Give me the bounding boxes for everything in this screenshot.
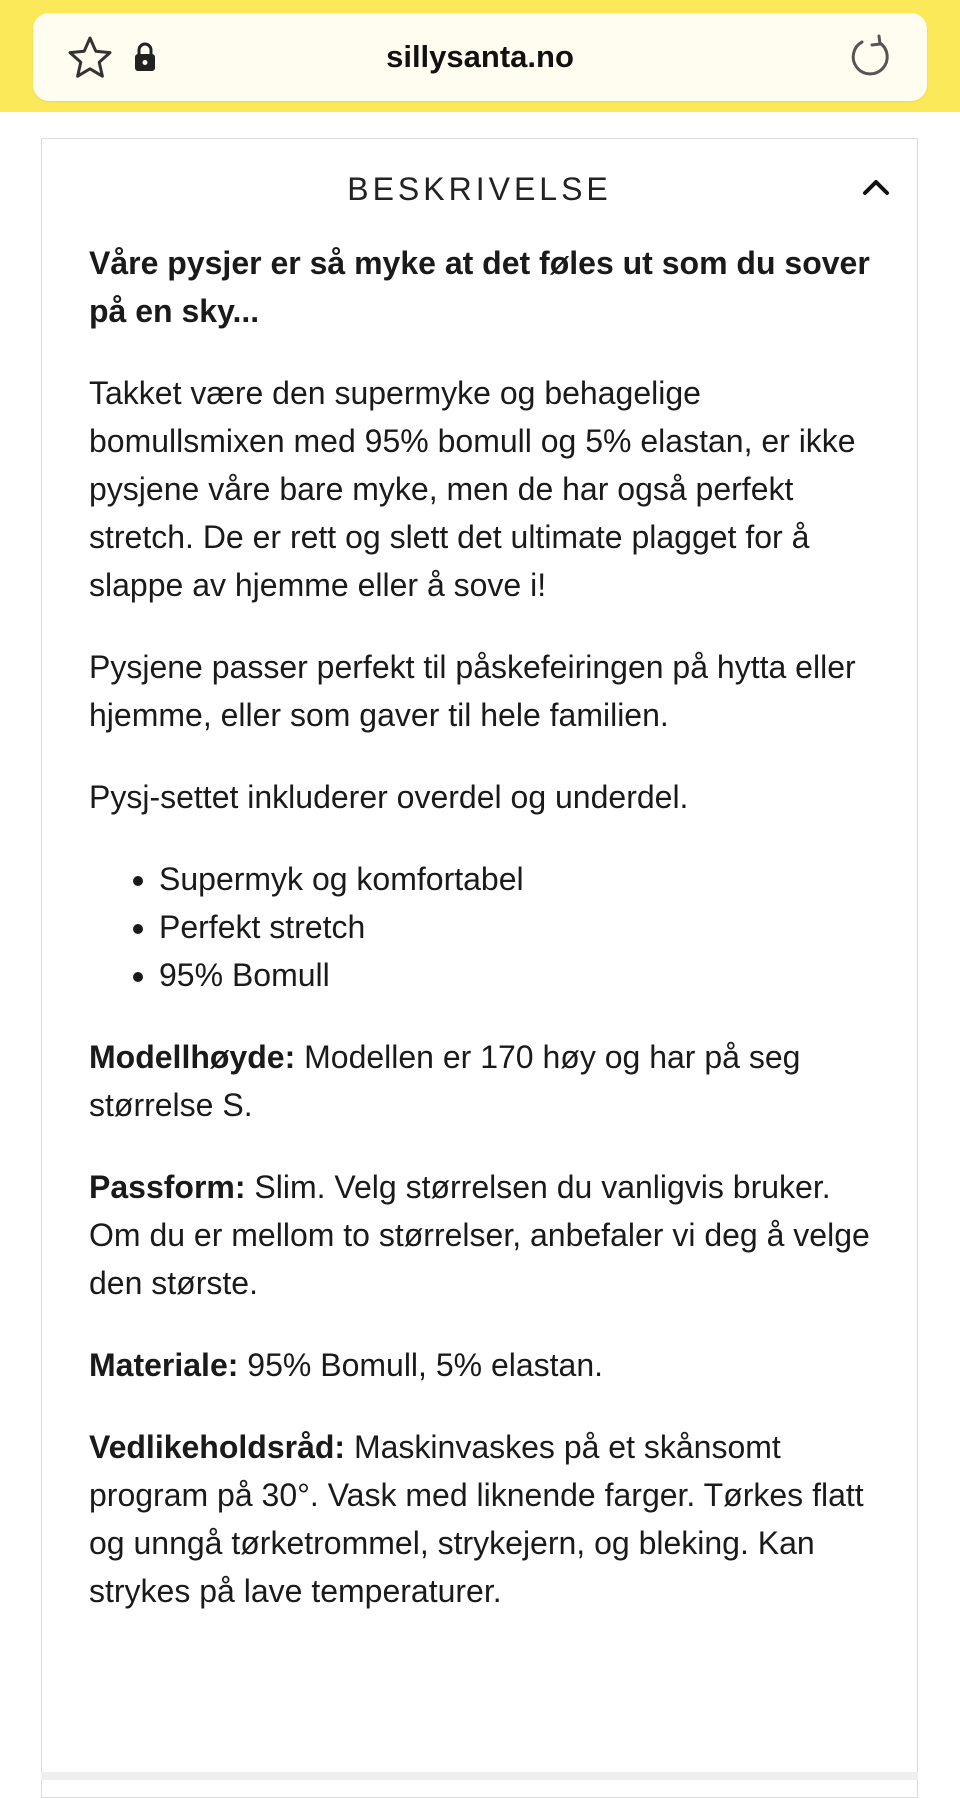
description-lead: Våre pysjer er så myke at det føles ut som du sover på en sky... <box>89 245 870 329</box>
browser-top-bar <box>0 0 960 112</box>
spec-label: Passform: <box>89 1169 246 1205</box>
description-paragraph: Takket være den supermyke og behagelige bomullsmixen med 95% bomull og 5% elastan, er ikke pysjene våre bare myke, men de har også perfekt stretch. De er rett og slett det ultimate plagget for å slappe av hjemme eller å sove i! <box>89 375 856 603</box>
panel-divider <box>41 1772 918 1780</box>
lock-icon <box>133 42 157 72</box>
description-paragraph: Pysj-settet inkluderer overdel og underdel. <box>89 779 689 815</box>
spec-value: 95% Bomull, 5% elastan. <box>238 1347 604 1383</box>
spec-model-height <box>89 1033 889 1129</box>
description-paragraph: Pysjene passer perfekt til påskefeiringen på hytta eller hjemme, eller som gaver til hele familien. <box>89 649 856 733</box>
spec-care <box>89 1423 889 1615</box>
accordion-header[interactable] <box>42 139 917 239</box>
reload-icon[interactable] <box>847 33 893 79</box>
spec-value: Slim. Velg størrelsen du vanligvis bruker. Om du er mellom to størrelser, anbefaler vi deg å velge den største. <box>89 1169 870 1301</box>
feature-list-item: • Supermyk og komfortabel <box>159 855 889 903</box>
spec-value: Modellen er 170 høy og har på seg størrelse S. <box>89 1039 801 1123</box>
spec-value: Maskinvaskes på et skånsomt program på 30°. Vask med liknende farger. Tørkes flatt og unngå tørketrommel, strykejern, og bleking. Kan strykes på lave temperaturer. <box>89 1429 864 1609</box>
feature-list <box>89 855 889 999</box>
spec-fit <box>89 1163 889 1307</box>
spec-label: Modellhøyde: <box>89 1039 296 1075</box>
feature-list-item: • Perfekt stretch <box>159 903 889 951</box>
spec-label: Vedlikeholdsråd: <box>89 1429 346 1465</box>
chevron-up-icon[interactable] <box>861 177 891 197</box>
spec-material <box>89 1341 889 1389</box>
spec-label: Materiale: <box>89 1347 239 1383</box>
address-domain: sillysanta.no <box>386 39 574 74</box>
star-icon[interactable] <box>67 35 113 81</box>
description-accordion <box>41 138 918 1798</box>
feature-list-item: • 95% Bomull <box>159 951 889 999</box>
address-bar[interactable] <box>33 13 927 101</box>
accordion-title: BESKRIVELSE <box>347 171 612 207</box>
description-content <box>89 239 889 1649</box>
